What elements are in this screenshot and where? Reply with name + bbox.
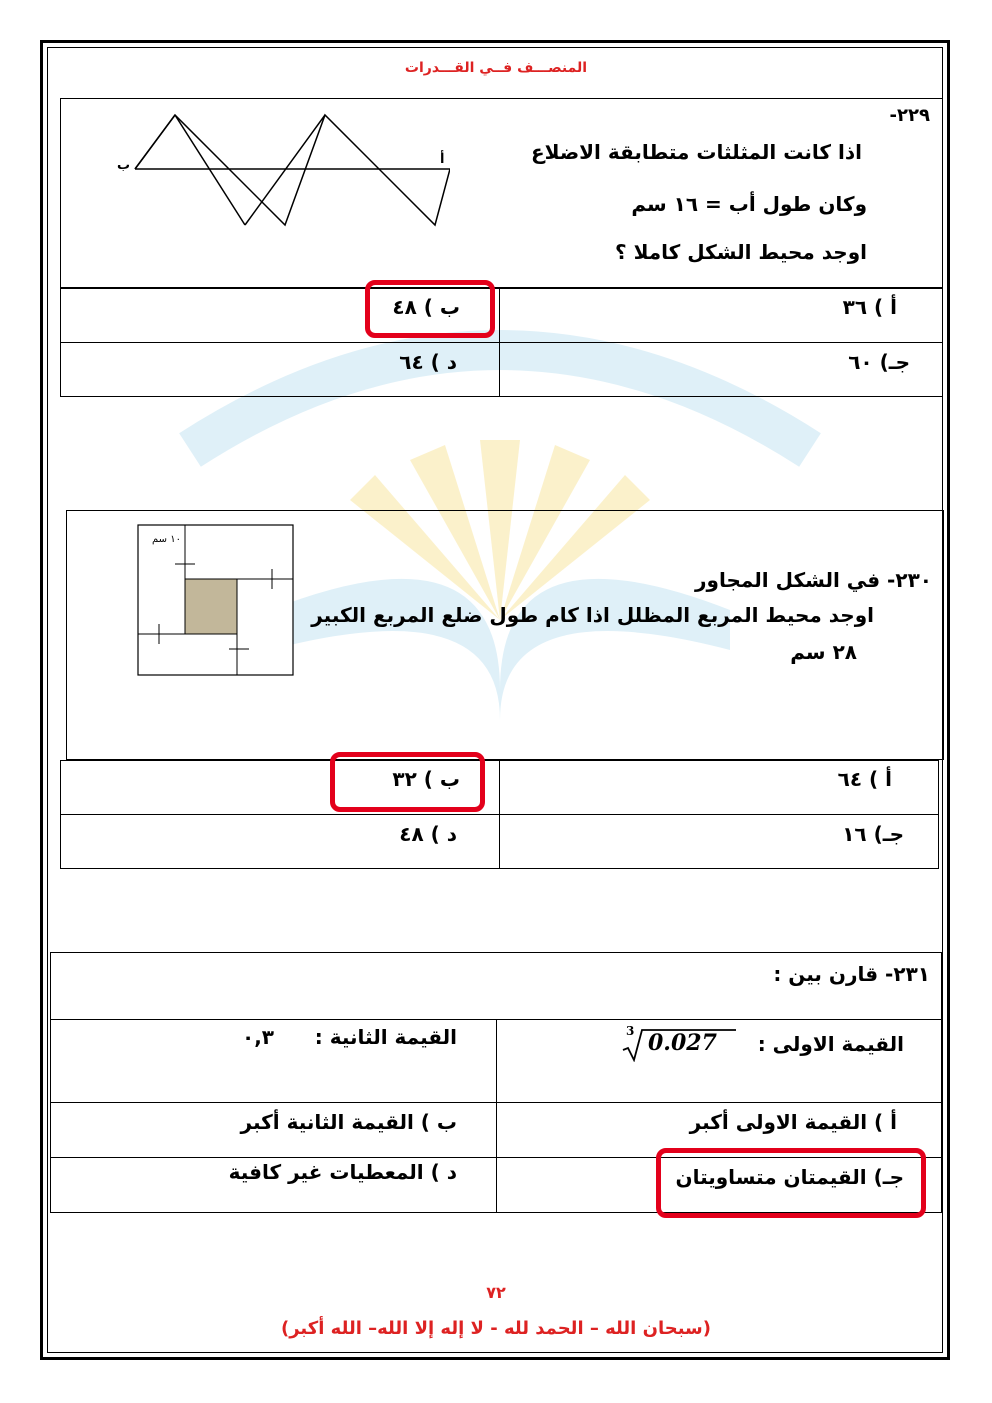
q229-label-b: ب [117, 158, 131, 173]
q231-title: ٢٣١- قارن بين : [773, 962, 930, 986]
q230-option-d: د ) ٤٨ [399, 822, 457, 846]
footer-text: (سبحان الله – الحمد لله - لا إله إلا الله– الله أكبر) [281, 1318, 711, 1339]
page-number: ٧٢ [486, 1283, 506, 1302]
q230-figure-label: ١٠ سم [152, 534, 181, 545]
q230-line1: ٢٣٠- في الشكل المجاور [695, 568, 932, 592]
q230-answer-highlight [330, 752, 485, 812]
q229-option-c: جـ) ٦٠ [848, 350, 910, 374]
q229-option-b: ب ) ٤٨ [392, 295, 460, 319]
q230-option-b: ب ) ٣٢ [392, 767, 460, 791]
q231-option-d: د ) المعطيات غير كافية [228, 1160, 457, 1184]
q229-line1: اذا كانت المثلثات متطابقة الاضلاع [530, 140, 862, 164]
q230-line2: اوجد محيط المربع المظلل اذا كام طول ضلع المربع الكبير [311, 603, 874, 627]
q230-line3: ٢٨ سم [790, 640, 857, 664]
q229-answer-highlight [365, 280, 495, 338]
q231-second-value: ٠,٣ [242, 1025, 275, 1049]
q230-option-c: جـ) ١٦ [842, 822, 904, 846]
q231-first-value-root [622, 1024, 742, 1064]
header-title: المنصـــف فــي القـــدرات [404, 60, 588, 76]
q229-label-a: أ [440, 152, 445, 167]
root-index: 3 [626, 1024, 635, 1038]
q231-option-b: ب ) القيمة الثانية أكبر [240, 1110, 457, 1134]
q230-squares-figure [137, 524, 295, 676]
q229-line2: وكان طول أب = ١٦ سم [631, 192, 867, 216]
q231-answer-highlight [656, 1148, 926, 1218]
q229-option-a: أ ) ٣٦ [842, 295, 897, 319]
q229-triangles-figure [130, 110, 450, 230]
q231-option-a: أ ) القيمة الاولى أكبر [689, 1110, 897, 1134]
q229-number: ٢٢٩- [889, 105, 930, 126]
q231-second-label: القيمة الثانية : [314, 1025, 457, 1049]
root-value: 0.027 [648, 1030, 717, 1056]
q229-line3: اوجد محيط الشكل كاملا ؟ [615, 240, 867, 264]
q231-first-label: القيمة الاولى : [757, 1032, 904, 1056]
q231-option-c: جـ) القيمتان متساويتان [675, 1165, 904, 1189]
q229-option-d: د ) ٦٤ [399, 350, 457, 374]
q230-option-a: أ ) ٦٤ [837, 767, 892, 791]
